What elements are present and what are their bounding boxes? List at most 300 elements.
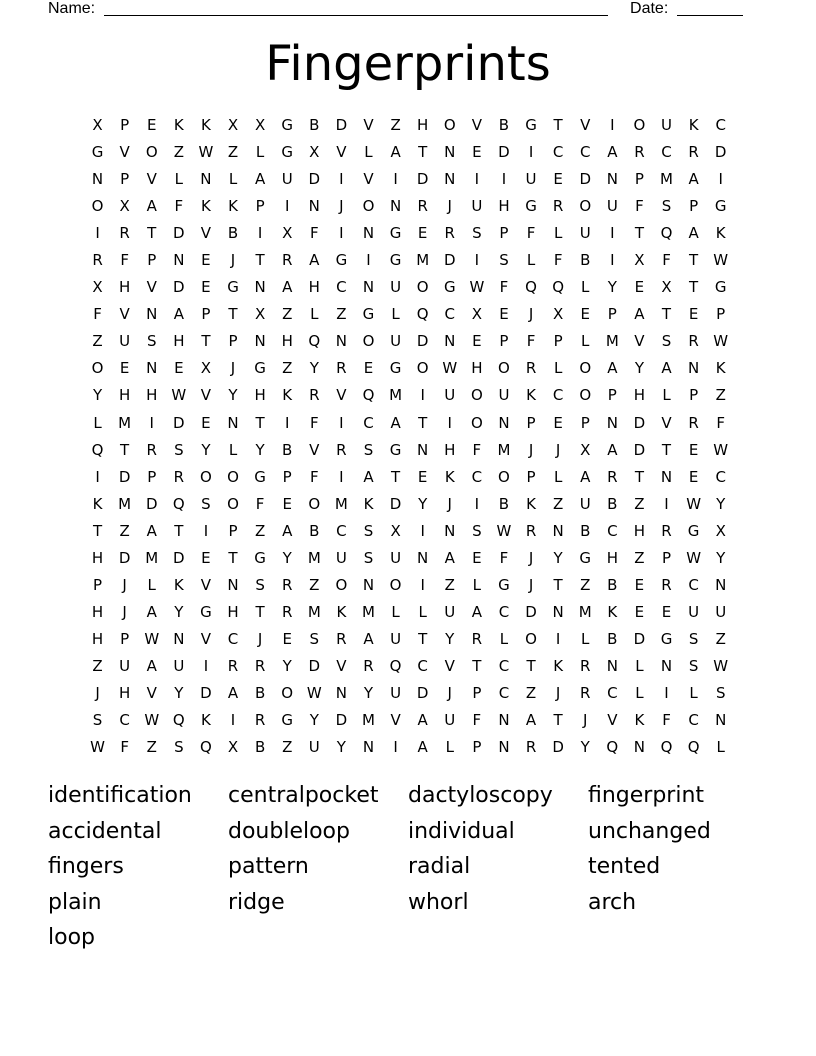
grid-letter: D (633, 440, 646, 459)
grid-letter: Y (309, 359, 319, 378)
grid-letter: Z (525, 683, 537, 702)
grid-letter: V (336, 386, 347, 405)
grid-letter: I (610, 224, 615, 243)
grid-letter: O (633, 116, 646, 134)
grid-letter: I (257, 224, 263, 243)
grid-letter: L (553, 359, 563, 378)
grid-letter: E (580, 305, 590, 324)
grid-letter: Y (309, 711, 319, 730)
grid-letter: X (390, 521, 401, 540)
grid-letter: Y (92, 386, 103, 405)
grid-letter: H (498, 197, 510, 216)
word-list-item: dactyloscopy (408, 783, 553, 808)
grid-letter: O (579, 386, 592, 405)
grid-letter: I (474, 170, 480, 189)
grid-letter: J (528, 440, 534, 459)
grid-letter: D (335, 711, 348, 730)
grid-letter: H (417, 116, 429, 134)
grid-letter: D (416, 332, 429, 351)
grid-letter: D (200, 683, 212, 702)
grid-letter: J (528, 305, 534, 324)
grid-letter: P (499, 332, 509, 351)
grid-letter: P (580, 413, 590, 432)
grid-letter: T (255, 251, 265, 270)
grid-letter: X (634, 251, 645, 270)
grid-letter: I (203, 521, 209, 540)
grid-letter: P (282, 467, 292, 486)
grid-letter: M (497, 440, 511, 459)
grid-letter: N (498, 711, 510, 730)
grid-letter: E (634, 278, 645, 297)
grid-letter: J (122, 602, 127, 621)
grid-letter: B (498, 494, 510, 513)
grid-letter: F (255, 494, 265, 513)
grid-letter: T (174, 521, 184, 540)
grid-letter: P (499, 224, 509, 243)
grid-letter: H (633, 386, 646, 405)
grid-letter: C (498, 602, 510, 621)
grid-letter: Z (390, 116, 401, 134)
grid-letter: K (201, 711, 211, 730)
grid-letter: F (472, 440, 482, 459)
grid-letter: F (553, 251, 563, 270)
grid-letter: Y (634, 359, 644, 378)
grid-letter: N (552, 521, 564, 540)
grid-letter: H (227, 602, 239, 621)
grid-letter: D (633, 629, 646, 648)
grid-letter: T (689, 251, 699, 270)
grid-letter: F (662, 711, 671, 730)
grid-letter: R (580, 683, 591, 702)
grid-letter: R (254, 656, 266, 675)
grid-letter: Y (580, 738, 590, 757)
grid-letter: D (118, 467, 131, 486)
grid-letter: D (443, 251, 456, 270)
grid-letter: F (120, 738, 129, 757)
date-blank-line[interactable] (677, 0, 743, 16)
grid-letter: U (606, 197, 618, 216)
grid-letter: A (309, 251, 320, 270)
grid-letter: U (579, 224, 591, 243)
grid-letter: W (713, 656, 729, 675)
grid-letter: Z (580, 575, 591, 594)
grid-letter: P (716, 305, 726, 324)
grid-letter: I (95, 467, 100, 486)
grid-letter: S (201, 494, 211, 513)
grid-letter: S (363, 548, 374, 567)
grid-letter: Y (255, 440, 265, 459)
word-list-item: plain (48, 889, 102, 915)
grid-letter: S (688, 629, 699, 648)
grid-letter: R (688, 143, 699, 162)
grid-letter: T (418, 143, 428, 162)
grid-letter: K (634, 711, 645, 730)
grid-letter: F (499, 548, 509, 567)
grid-letter: X (282, 224, 293, 243)
grid-letter: M (605, 332, 619, 351)
grid-letter: C (471, 467, 483, 486)
grid-letter: C (498, 656, 510, 675)
grid-letter: G (714, 197, 727, 216)
grid-letter: B (254, 683, 266, 702)
grid-letter: L (526, 251, 536, 270)
grid-letter: V (390, 711, 401, 730)
grid-letter: D (416, 683, 429, 702)
grid-letter: O (579, 197, 592, 216)
grid-letter: G (254, 467, 266, 486)
grid-letter: S (661, 332, 672, 351)
grid-letter: B (309, 116, 320, 134)
grid-letter: I (339, 467, 344, 486)
grid-letter: R (525, 521, 537, 540)
grid-letter: X (92, 278, 103, 297)
grid-letter: U (579, 494, 591, 513)
grid-letter: E (417, 467, 428, 486)
grid-letter: F (120, 251, 129, 270)
grid-letter: U (390, 683, 402, 702)
grid-letter: I (339, 170, 344, 189)
grid-letter: J (555, 683, 561, 702)
grid-letter: D (335, 116, 348, 134)
grid-letter: P (201, 305, 211, 324)
grid-letter: I (664, 494, 669, 513)
grid-letter: D (714, 143, 727, 162)
grid-letter: K (715, 224, 726, 243)
grid-letter: R (363, 656, 374, 675)
grid-letter: O (91, 197, 104, 216)
grid-letter: Y (336, 738, 346, 757)
grid-letter: Y (282, 548, 292, 567)
word-list-item: pattern (228, 854, 309, 880)
grid-letter: L (310, 305, 319, 324)
grid-letter: E (634, 575, 645, 594)
grid-letter: D (308, 170, 321, 189)
grid-letter: A (607, 440, 618, 459)
grid-letter: P (661, 548, 672, 567)
grid-letter: N (362, 224, 375, 243)
grid-letter: M (362, 602, 375, 621)
grid-letter: G (254, 548, 266, 567)
grid-letter: T (689, 278, 699, 297)
grid-letter: A (173, 305, 184, 324)
grid-letter: G (281, 116, 294, 134)
grid-letter: A (580, 467, 591, 486)
grid-letter: D (173, 224, 185, 243)
grid-letter: L (472, 575, 482, 594)
grid-letter: R (309, 386, 320, 405)
grid-letter: O (443, 116, 456, 134)
grid-letter: Z (309, 575, 320, 594)
grid-letter: S (661, 197, 672, 216)
grid-letter: E (363, 359, 374, 378)
grid-letter: S (92, 711, 103, 730)
grid-letter: E (282, 629, 292, 648)
grid-letter: A (146, 197, 157, 216)
grid-letter: L (635, 683, 644, 702)
grid-letter: K (363, 494, 374, 513)
grid-letter: I (420, 386, 425, 405)
grid-letter: F (309, 413, 319, 432)
grid-letter: R (92, 251, 103, 270)
grid-letter: O (145, 143, 158, 162)
grid-letter: N (362, 575, 375, 594)
page-title: Fingerprints (265, 36, 551, 92)
grid-letter: Q (525, 278, 537, 297)
grid-letter: I (149, 413, 154, 432)
word-list-item: ridge (228, 889, 285, 915)
grid-letter: K (201, 197, 211, 216)
grid-letter: K (444, 467, 455, 486)
grid-letter: V (200, 224, 212, 243)
grid-letter: F (662, 251, 671, 270)
grid-letter: J (230, 251, 236, 270)
grid-letter: E (417, 224, 428, 243)
grid-letter: R (444, 224, 455, 243)
grid-letter: U (119, 332, 131, 351)
grid-letter: P (526, 413, 536, 432)
grid-letter: H (173, 332, 185, 351)
grid-letter: L (445, 738, 454, 757)
grid-letter: I (474, 251, 480, 270)
grid-letter: O (308, 494, 321, 513)
grid-letter: N (606, 656, 618, 675)
grid-letter: D (308, 656, 321, 675)
grid-letter: W (90, 738, 105, 757)
grid-letter: R (281, 602, 293, 621)
grid-letter: U (471, 197, 483, 216)
grid-letter: K (526, 386, 536, 405)
grid-letter: W (442, 359, 458, 378)
grid-letter: Q (660, 738, 673, 757)
grid-letter: A (525, 711, 537, 730)
word-list-item: fingers (48, 854, 124, 880)
grid-letter: I (95, 224, 100, 243)
grid-letter: O (281, 683, 294, 702)
grid-letter: O (470, 413, 483, 432)
grid-letter: V (146, 683, 157, 702)
grid-letter: T (120, 440, 130, 459)
grid-letter: I (420, 521, 425, 540)
grid-letter: N (552, 602, 564, 621)
grid-letter: N (362, 278, 375, 297)
grid-letter: Q (606, 738, 619, 757)
grid-letter: O (362, 332, 375, 351)
grid-letter: F (499, 278, 509, 297)
grid-letter: W (144, 629, 160, 648)
grid-letter: I (718, 170, 723, 189)
grid-letter: T (661, 305, 672, 324)
grid-letter: L (499, 629, 509, 648)
grid-letter: K (607, 602, 618, 621)
grid-letter: T (526, 656, 536, 675)
grid-letter: W (198, 143, 214, 162)
grid-letter: E (688, 467, 699, 486)
grid-letter: I (203, 656, 209, 675)
word-list-item: whorl (408, 889, 469, 915)
grid-letter: N (146, 305, 158, 324)
grid-letter: I (447, 413, 452, 432)
grid-letter: E (499, 305, 509, 324)
grid-letter: P (147, 251, 157, 270)
grid-letter: G (389, 359, 402, 378)
grid-letter: A (363, 467, 374, 486)
grid-letter: J (339, 197, 344, 216)
grid-letter: A (444, 548, 455, 567)
grid-letter: A (282, 521, 293, 540)
grid-letter: O (498, 467, 510, 486)
grid-letter: U (173, 656, 185, 675)
grid-letter: R (336, 359, 347, 378)
grid-letter: C (227, 629, 239, 648)
grid-letter: W (713, 251, 729, 270)
grid-letter: A (661, 359, 672, 378)
grid-letter: R (661, 575, 672, 594)
grid-letter: T (390, 467, 401, 486)
grid-letter: R (281, 251, 293, 270)
grid-letter: E (553, 170, 563, 189)
grid-letter: L (228, 170, 238, 189)
grid-letter: N (308, 197, 320, 216)
grid-letter: E (472, 143, 482, 162)
grid-letter: M (660, 170, 673, 189)
grid-letter: R (146, 440, 157, 459)
grid-letter: Q (660, 224, 673, 243)
grid-letter: V (200, 575, 212, 594)
grid-letter: Z (173, 143, 184, 162)
grid-letter: J (122, 575, 127, 594)
grid-letter: P (607, 305, 617, 324)
grid-letter: Z (119, 521, 130, 540)
grid-letter: X (715, 521, 726, 540)
grid-letter: E (201, 413, 211, 432)
grid-letter: B (580, 251, 591, 270)
grid-letter: T (92, 521, 103, 540)
grid-letter: P (634, 170, 644, 189)
grid-letter: U (498, 386, 510, 405)
word-list-item: arch (588, 889, 637, 915)
grid-letter: L (581, 278, 590, 297)
grid-letter: Z (282, 305, 293, 324)
grid-letter: H (633, 521, 646, 540)
grid-letter: W (713, 440, 729, 459)
grid-letter: Y (607, 278, 617, 297)
grid-letter: Z (92, 332, 103, 351)
grid-letter: D (498, 143, 510, 162)
grid-letter: T (553, 575, 563, 594)
grid-letter: D (552, 738, 564, 757)
grid-letter: V (336, 143, 347, 162)
grid-letter: R (336, 440, 347, 459)
grid-letter: O (227, 494, 239, 513)
grid-letter: Y (716, 494, 726, 513)
grid-letter: V (146, 278, 157, 297)
grid-letter: J (583, 711, 588, 730)
grid-letter: Y (363, 683, 374, 702)
grid-letter: Q (362, 386, 375, 405)
grid-letter: S (688, 656, 699, 675)
grid-letter: I (664, 683, 669, 702)
grid-letter: S (472, 521, 482, 540)
grid-letter: N (715, 711, 727, 730)
grid-letter: M (578, 602, 592, 621)
grid-letter: C (715, 467, 726, 486)
grid-letter: Q (200, 738, 212, 757)
grid-letter: L (553, 467, 563, 486)
grid-letter: G (389, 251, 402, 270)
grid-letter: S (363, 440, 374, 459)
grid-letter: N (498, 413, 510, 432)
grid-letter: K (282, 386, 293, 405)
grid-letter: C (552, 386, 564, 405)
grid-letter: H (146, 386, 158, 405)
grid-letter: R (281, 575, 293, 594)
grid-letter: Z (254, 521, 266, 540)
grid-letter: G (443, 278, 456, 297)
grid-letter: X (254, 116, 266, 134)
grid-letter: J (447, 197, 452, 216)
grid-letter: U (688, 602, 700, 621)
grid-letter: Z (634, 494, 645, 513)
word-list (48, 778, 768, 956)
grid-letter: Z (444, 575, 455, 594)
grid-letter: B (498, 116, 510, 134)
grid-letter: R (580, 656, 591, 675)
grid-letter: I (393, 170, 398, 189)
grid-letter: P (255, 197, 265, 216)
grid-letter: V (363, 116, 374, 134)
grid-letter: C (552, 143, 564, 162)
grid-letter: L (635, 656, 644, 675)
grid-letter: N (335, 332, 347, 351)
grid-letter: J (230, 359, 236, 378)
grid-letter: Y (201, 440, 211, 459)
grid-letter: Q (91, 440, 104, 459)
grid-letter: N (200, 170, 212, 189)
grid-letter: D (173, 413, 185, 432)
grid-letter: R (119, 224, 130, 243)
grid-letter: E (201, 278, 211, 297)
grid-letter: A (417, 711, 428, 730)
grid-letter: J (528, 575, 534, 594)
name-blank-line[interactable] (104, 0, 608, 16)
grid-letter: C (661, 143, 672, 162)
grid-letter: N (362, 738, 375, 757)
grid-letter: H (91, 629, 104, 648)
grid-letter: V (471, 116, 482, 134)
grid-letter: E (472, 548, 482, 567)
grid-letter: E (661, 602, 672, 621)
grid-letter: G (281, 711, 294, 730)
grid-letter: N (254, 332, 266, 351)
grid-letter: W (686, 494, 702, 513)
grid-letter: U (525, 170, 537, 189)
grid-letter: L (581, 332, 590, 351)
grid-letter: H (308, 278, 320, 297)
grid-letter: S (174, 738, 184, 757)
grid-letter: G (254, 359, 266, 378)
grid-letter: P (228, 521, 238, 540)
grid-letter: I (339, 413, 344, 432)
grid-letter: M (307, 548, 321, 567)
grid-letter: V (634, 332, 645, 351)
grid-letter: U (308, 738, 320, 757)
grid-letter: P (689, 386, 699, 405)
grid-letter: I (393, 738, 398, 757)
grid-letter: H (119, 386, 131, 405)
grid-letter: G (389, 440, 402, 459)
grid-letter: C (579, 143, 591, 162)
grid-letter: A (417, 738, 428, 757)
